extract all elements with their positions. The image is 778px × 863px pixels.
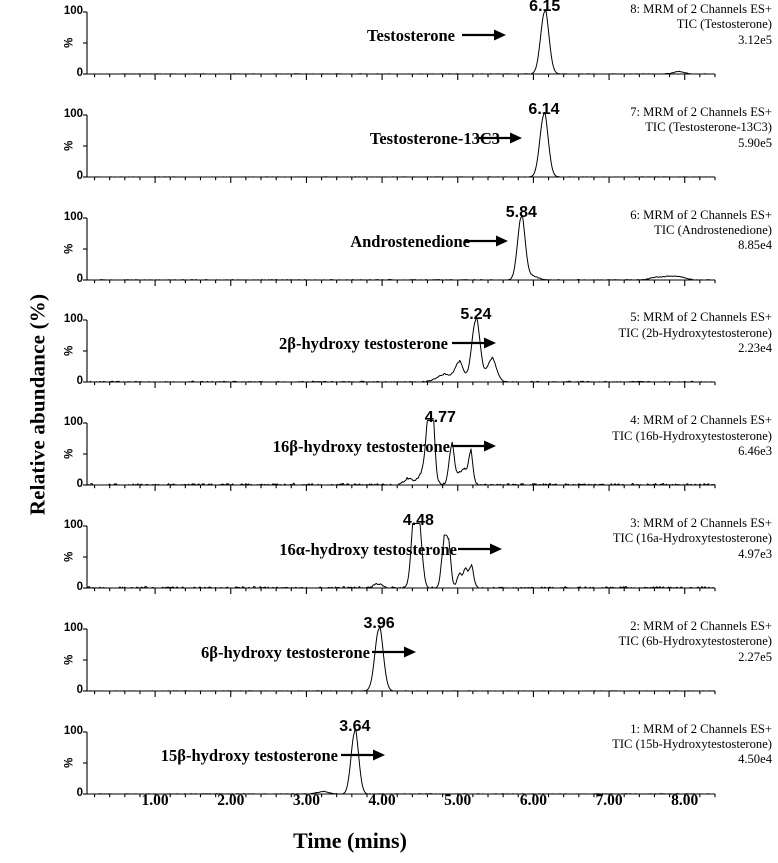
y-tick-100: 100 bbox=[63, 313, 83, 326]
y-tick-0: 0 bbox=[76, 478, 83, 491]
peak-label-7: 6.14 bbox=[528, 100, 560, 118]
y-tick-100: 100 bbox=[63, 107, 83, 120]
channel-annotation-7 bbox=[630, 105, 772, 151]
channel-annotation-1 bbox=[612, 722, 772, 768]
y-tick-0: 0 bbox=[76, 272, 83, 285]
y-tick-0: 0 bbox=[76, 67, 83, 79]
pointer-arrow-icon-4 bbox=[452, 438, 498, 454]
channel-tic-3: TIC (16a-Hydroxytestosterone) bbox=[612, 531, 772, 546]
channel-tic-2: TIC (6b-Hydroxytestosterone) bbox=[618, 634, 772, 649]
x-tick-label-3-00: 3.00 bbox=[292, 792, 320, 809]
compound-label-3: 16α-hydroxy testosterone bbox=[279, 540, 457, 559]
y-tick-percent: % bbox=[63, 37, 76, 48]
channel-intensity-7: 5.90e5 bbox=[738, 135, 772, 150]
channel-intensity-6: 8.85e4 bbox=[738, 238, 772, 253]
y-tick-percent: % bbox=[63, 243, 76, 254]
channel-header-4: 4: MRM of 2 Channels ES+ bbox=[630, 413, 772, 428]
y-tick-percent: % bbox=[63, 346, 76, 357]
channel-intensity-5: 2.23e4 bbox=[738, 341, 772, 356]
compound-label-4: 16β-hydroxy testosterone bbox=[272, 437, 450, 457]
pointer-arrow-icon-3 bbox=[458, 541, 504, 557]
y-tick-0: 0 bbox=[76, 375, 83, 388]
pointer-arrow-icon-1 bbox=[341, 747, 387, 763]
channel-header-1: 1: MRM of 2 Channels ES+ bbox=[630, 721, 772, 736]
channel-header-3: 3: MRM of 2 Channels ES+ bbox=[630, 516, 772, 530]
pointer-arrow-icon-2 bbox=[372, 644, 418, 660]
y-tick-0: 0 bbox=[76, 683, 83, 696]
peak-label-3: 4.48 bbox=[402, 512, 434, 529]
channel-intensity-8: 3.12e5 bbox=[738, 32, 772, 47]
peak-label-8: 6.15 bbox=[529, 0, 561, 15]
compound-label-2: 6β-hydroxy testosterone bbox=[201, 642, 370, 662]
y-tick-100: 100 bbox=[63, 5, 83, 17]
channel-tic-4: TIC (16b-Hydroxytestosterone) bbox=[612, 428, 772, 443]
y-tick-percent: % bbox=[63, 448, 76, 460]
peak-label-4: 4.77 bbox=[424, 409, 456, 427]
channel-tic-5: TIC (2b-Hydroxytestosterone) bbox=[618, 325, 772, 340]
channel-intensity-3: 4.97e3 bbox=[738, 546, 772, 561]
x-tick-label-2-00: 2.00 bbox=[217, 792, 245, 809]
y-tick-100: 100 bbox=[63, 621, 83, 634]
compound-label-7: Testosterone-13C3 bbox=[369, 128, 500, 148]
channel-tic-1: TIC (15b-Hydroxytestosterone) bbox=[612, 736, 772, 751]
channel-annotation-4 bbox=[612, 413, 772, 459]
channel-header-2: 2: MRM of 2 Channels ES+ bbox=[630, 618, 772, 633]
x-tick-label-8-00: 8.00 bbox=[671, 792, 699, 809]
channel-annotation-2 bbox=[618, 619, 772, 665]
channel-header-7: 7: MRM of 2 Channels ES+ bbox=[630, 104, 772, 119]
x-tick-label-4-00: 4.00 bbox=[368, 792, 396, 809]
compound-label-5: 2β-hydroxy testosterone bbox=[279, 334, 448, 354]
channel-annotation-3 bbox=[613, 516, 772, 562]
peak-label-1: 3.64 bbox=[339, 717, 371, 735]
compound-label-6: Androstenedione bbox=[350, 231, 470, 251]
y-tick-percent: % bbox=[63, 140, 76, 151]
y-tick-percent: % bbox=[63, 551, 76, 562]
channel-annotation-8 bbox=[630, 2, 772, 48]
channel-header-5: 5: MRM of 2 Channels ES+ bbox=[630, 310, 772, 325]
y-tick-100: 100 bbox=[63, 519, 83, 531]
y-tick-percent: % bbox=[63, 654, 76, 665]
channel-annotation-6 bbox=[630, 208, 772, 254]
y-tick-100: 100 bbox=[63, 416, 83, 429]
y-tick-100: 100 bbox=[63, 210, 83, 223]
x-tick-label-6-00: 6.00 bbox=[519, 792, 547, 809]
channel-tic-8: TIC (Testosterone) bbox=[676, 17, 772, 32]
y-tick-percent: % bbox=[63, 757, 76, 768]
channel-header-6: 6: MRM of 2 Channels ES+ bbox=[630, 207, 772, 222]
channel-intensity-2: 2.27e5 bbox=[738, 649, 772, 664]
channel-tic-7: TIC (Testosterone-13C3) bbox=[645, 120, 772, 135]
y-tick-0: 0 bbox=[76, 786, 83, 799]
x-tick-label-7-00: 7.00 bbox=[595, 792, 623, 809]
x-tick-label-1-00: 1.00 bbox=[141, 792, 169, 809]
pointer-arrow-icon-5 bbox=[452, 335, 498, 351]
pointer-arrow-icon-8 bbox=[462, 27, 508, 43]
channel-header-8: 8: MRM of 2 Channels ES+ bbox=[630, 2, 772, 16]
y-tick-0: 0 bbox=[76, 169, 83, 182]
pointer-arrow-icon-6 bbox=[464, 233, 510, 249]
pointer-arrow-icon-7 bbox=[478, 130, 524, 146]
y-axis-title: Relative abundance (%) bbox=[25, 293, 50, 516]
compound-label-8: Testosterone bbox=[367, 26, 455, 45]
peak-label-5: 5.24 bbox=[460, 306, 492, 324]
x-axis-title: Time (mins) bbox=[293, 828, 407, 853]
y-tick-100: 100 bbox=[63, 724, 83, 737]
x-tick-label-5-00: 5.00 bbox=[444, 792, 472, 809]
compound-label-1: 15β-hydroxy testosterone bbox=[160, 745, 338, 765]
channel-annotation-5 bbox=[618, 310, 772, 356]
y-tick-0: 0 bbox=[76, 581, 83, 593]
peak-label-6: 5.84 bbox=[505, 203, 537, 221]
channel-intensity-1: 4.50e4 bbox=[738, 752, 772, 767]
x-axis-tick-labels bbox=[0, 792, 778, 816]
peak-label-2: 3.96 bbox=[363, 614, 395, 632]
channel-tic-6: TIC (Androstenedione) bbox=[654, 222, 772, 237]
channel-intensity-4: 6.46e3 bbox=[738, 443, 772, 458]
